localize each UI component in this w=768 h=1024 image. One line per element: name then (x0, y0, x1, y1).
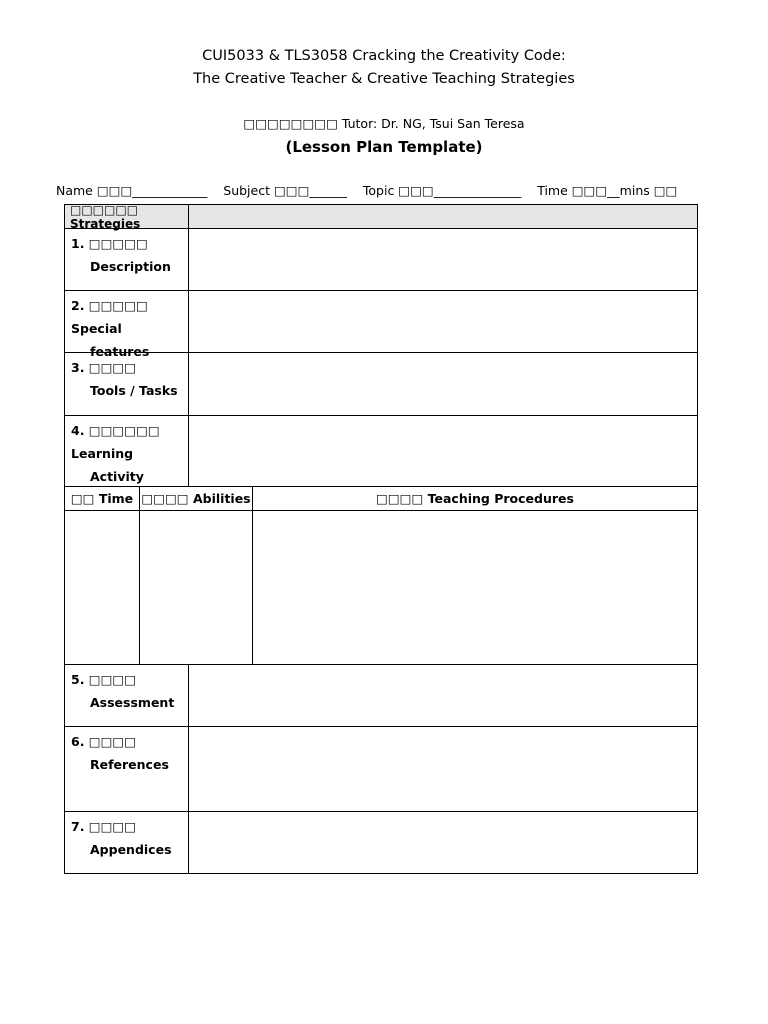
row-special-features-label: 2. □□□□□ Special features (64, 290, 189, 353)
time-column-header: □□ Time (64, 486, 140, 511)
description-field[interactable] (188, 228, 698, 291)
tutor-line: □□□□□□□□ Tutor: Dr. NG, Tsui San Teresa (243, 116, 525, 131)
procedures-column-field[interactable] (252, 510, 698, 665)
info-line (56, 183, 677, 198)
row-assessment-label: 5. □□□□ Assessment (64, 664, 189, 727)
lesson-plan-table (64, 204, 698, 874)
row-references-label: 6. □□□□ References (64, 726, 189, 812)
strategies-header-fill (188, 204, 698, 229)
procedures-column-header: □□□□ Teaching Procedures (252, 486, 698, 511)
time-field[interactable]: Time □□□__mins □□ (537, 183, 678, 198)
template-title: (Lesson Plan Template) (285, 138, 483, 156)
row-appendices-label: 7. □□□□ Appendices (64, 811, 189, 874)
tools-tasks-field[interactable] (188, 352, 698, 416)
appendices-field[interactable] (188, 811, 698, 874)
time-column-field[interactable] (64, 510, 140, 665)
learning-activity-field[interactable] (188, 415, 698, 487)
row-description-label: 1. □□□□□ Description (64, 228, 189, 291)
course-title-line2: The Creative Teacher & Creative Teaching Strategies (193, 71, 575, 87)
references-field[interactable] (188, 726, 698, 812)
row-tools-tasks-label: 3. □□□□ Tools / Tasks (64, 352, 189, 416)
strategies-header: □□□□□□ Strategies (64, 204, 189, 229)
abilities-column-field[interactable] (139, 510, 253, 665)
special-features-field[interactable] (188, 290, 698, 353)
subject-field[interactable]: Subject □□□______ (223, 183, 347, 198)
topic-field[interactable]: Topic □□□______________ (362, 183, 522, 198)
abilities-column-header: □□□□ Abilities (139, 486, 253, 511)
row-learning-activity-label: 4. □□□□□□ Learning Activity (64, 415, 189, 487)
assessment-field[interactable] (188, 664, 698, 727)
course-title-line1: CUI5033 & TLS3058 Cracking the Creativity Code: (202, 48, 566, 64)
name-field[interactable]: Name □□□____________ (56, 183, 208, 198)
